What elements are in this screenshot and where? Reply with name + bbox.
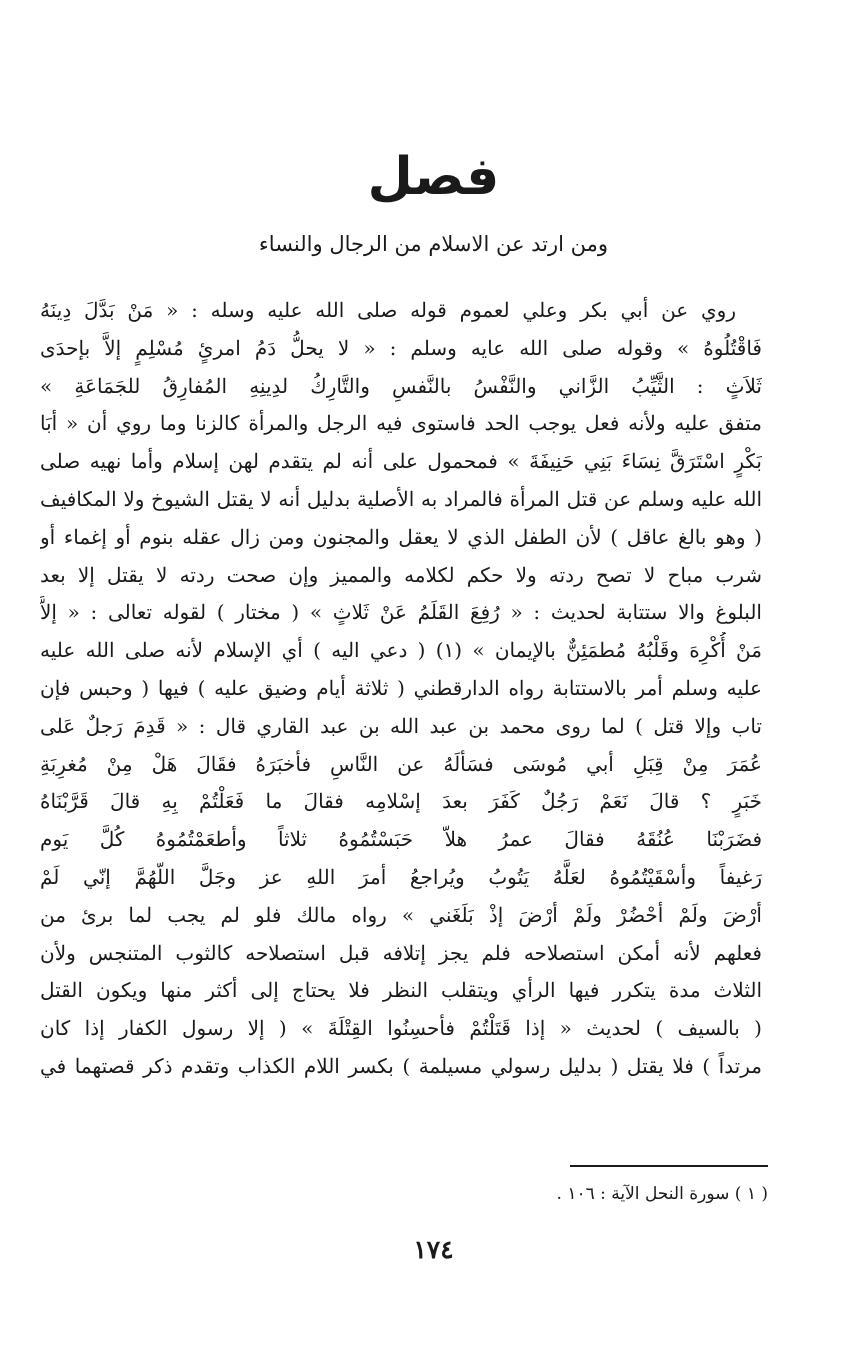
section-subtitle: ومن ارتد عن الاسلام من الرجال والنساء (258, 232, 609, 256)
text-line: ( وهو بالغ عاقل ) لأن الطفل الذي لا يعقل والمجنون ومن زال عقله بنوم أو إغماء أو (40, 524, 762, 549)
text-line: فَاقْتُلُوهُ » وقوله صلى الله عايه وسلم : « لا يحلُّ دَمُ امرئٍ مُسْلِمٍ إلاَّ بإحدَى (40, 335, 762, 360)
text-line: خَبَرٍ ؟ قالَ نَعَمْ رَجُلٌ كَفَرَ بعدَ إسْلامِه فقالَ ما فَعَلْتُمْ بِهِ قالَ قَرَّبْنَاهُ (40, 789, 762, 814)
text-line: مرتداً ) فلا يقتل ( بدليل رسولي مسيلمة ) بكسر اللام الكذاب وتقدم ذكر قصتهما في (40, 1053, 762, 1078)
text-line: رَغيفاً وأسْقَيْتُمُوهُ لعَلَّهُ يَتُوبُ ويُراجعُ أمرَ اللهِ عز وجَلَّ اللّهُمَّ إنّي لَمْ (40, 864, 762, 889)
chapter-title: فصل (367, 147, 500, 207)
text-line: شرب مباح لا تصح ردته ولا حكم لكلامه والمميز وإن صحت ردته لا يقتل إلا بعد (40, 562, 762, 587)
text-line: متفق عليه ولأنه فعل يوجب الحد فاستوى فيه الرجل والمرأة كالزنا وما روي أن « أبَا (40, 411, 762, 436)
body-text (40, 292, 762, 1086)
page-number: ١٧٤ (413, 1235, 454, 1264)
text-line: البلوغ والا ستتابة لحديث : « رُفِعَ القَلَمُ عَنْ ثَلاثٍ » ( مختار ) لقوله تعالى : « إلاَّ (40, 600, 762, 625)
text-line: ( بالسيف ) لحديث « إذا قَتَلْتُمْ فأحسِنُوا القِتْلَةَ » ( إلا رسول الكفار إذا كان (40, 1016, 762, 1041)
text-line: فضَرَبْنَا عُنُقَهُ فقالَ عمرُ هلاّ حَبَسْتُمُوهُ ثلاثاً وأطعَمْتُمُوهُ كُلَّ يَوم (40, 827, 762, 852)
text-line: روي عن أبي بكر وعلي لعموم قوله صلى الله عليه وسله : « مَنْ بَدَّلَ دِينَهُ (40, 298, 736, 322)
text-line: عليه وسلم أمر بالاستتابة رواه الدارقطني ( ثلاثة أيام وضيق عليه ) فيها ( وحبس فإن (40, 675, 762, 700)
text-line: أرْضَ ولَمْ أحْضُرْ ولَمْ أرْضَ إذْ بَلَغَني » رواه مالك فلو لم يجب لما برئ من (40, 902, 762, 927)
footnote: ( ١ ) سورة النحل الآية : ١٠٦ . (556, 1184, 768, 1204)
text-line: عُمَرَ مِنْ قِبَلِ أبي مُوسَى فسَألَهُ عن النَّاسِ فأخبَرَهُ فقَالَ هَلْ مِنْ مُغرِبَةِ (40, 751, 762, 776)
text-line: الثلاث مدة يتكرر فيها الرأي ويتقلب النظر فلا يحتاج إلى أكثر منها ويكون القتل (40, 978, 762, 1003)
text-line: بَكْرٍ اسْتَرَقَّ نِسَاءَ بَنِي حَنِيفَةَ » فمحمول على أنه لم يتقدم لهن إسلام وأما نهيه صلى (40, 449, 762, 474)
text-line: الله عليه وسلم عن قتل المرأة فالمراد به الأصلية بدليل أنه لا يقتل الشيوخ ولا المكافيف (40, 486, 762, 511)
text-line: فعلهم لأنه أمكن استصلاحه فلم يجز إتلافه قبل استصلاحه كالثوب المتنجس ولأن (40, 940, 762, 965)
text-line: تاب وإلا قتل ) لما روى محمد بن عبد الله بن عبد القاري قال : « قَدِمَ رَجلٌ عَلى (40, 713, 762, 738)
footnote-divider (570, 1165, 768, 1167)
text-line: ثَلاَثٍ : الثَّيِّبُ الزَّاني والنَّفْسُ بالنَّفسِ والتَّارِكُ لدِينِهِ المُفارِقُ للجَمَاعَةِ » (40, 373, 762, 398)
text-line: مَنْ أُكْرِهَ وقَلْبُهُ مُطمَئِنٌّ بالإيمان » (١) ( دعي اليه ) أي الإسلام لأنه صلى الله عليه (40, 638, 762, 663)
